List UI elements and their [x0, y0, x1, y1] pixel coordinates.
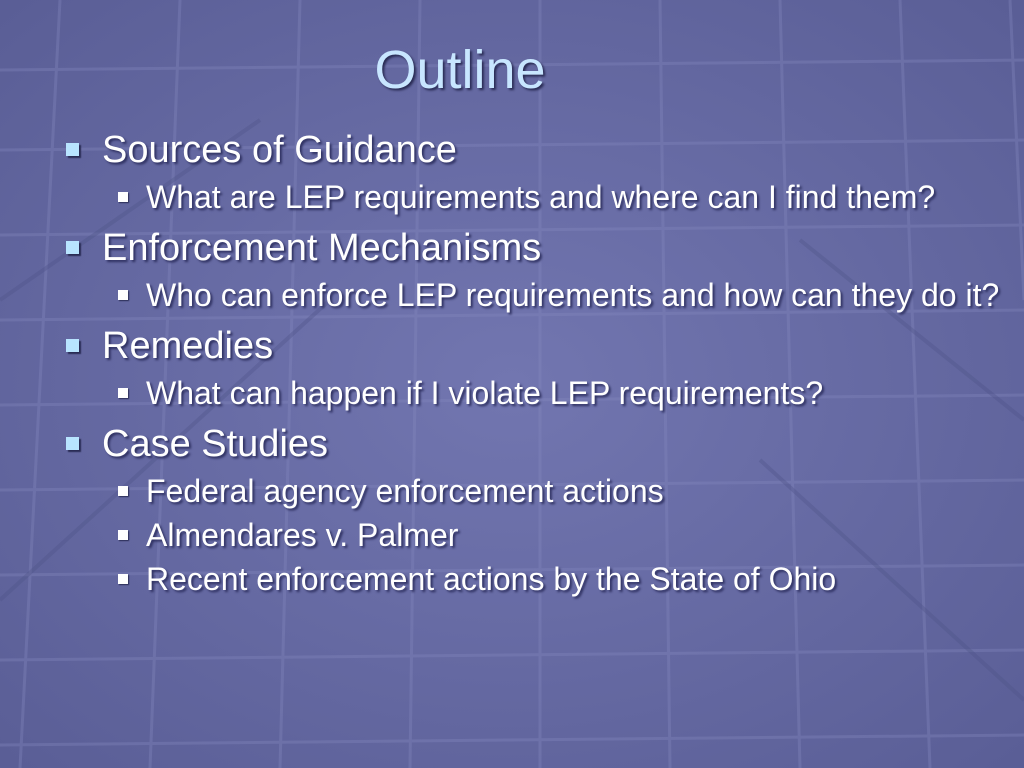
- square-bullet-icon: [66, 143, 79, 156]
- outline-subitem-label: Recent enforcement actions by the State of Ohio: [146, 561, 837, 597]
- outline-subitem: [62, 373, 1012, 413]
- outline-subitem-label: Who can enforce LEP requirements and how can they do it?: [146, 277, 1000, 313]
- outline-item-remedies: [62, 324, 1022, 368]
- slide-title: Outline: [374, 40, 546, 100]
- square-bullet-icon: [66, 339, 79, 352]
- outline-subitem-label: Federal agency enforcement actions: [146, 473, 664, 509]
- outline-item-label: Remedies: [102, 325, 274, 367]
- small-square-bullet-icon: [118, 290, 128, 300]
- outline-item-sources: [62, 128, 1022, 172]
- outline-list: [62, 128, 1022, 599]
- outline-subitem: [62, 275, 1012, 315]
- outline-subitem: [62, 515, 1012, 555]
- outline-subitem-label: What can happen if I violate LEP requirements?: [146, 375, 824, 411]
- outline-subitem-label: What are LEP requirements and where can I find them?: [146, 179, 936, 215]
- outline-subitem: [62, 471, 1012, 511]
- small-square-bullet-icon: [118, 486, 128, 496]
- small-square-bullet-icon: [118, 192, 128, 202]
- outline-subitem-label: Almendares v. Palmer: [146, 517, 459, 553]
- small-square-bullet-icon: [118, 388, 128, 398]
- small-square-bullet-icon: [118, 530, 128, 540]
- outline-item-label: Case Studies: [102, 423, 329, 465]
- outline-subitem: [62, 177, 1012, 217]
- outline-subitem: [62, 559, 1012, 599]
- small-square-bullet-icon: [118, 574, 128, 584]
- outline-item-label: Enforcement Mechanisms: [102, 227, 542, 269]
- outline-item-enforcement: [62, 226, 1022, 270]
- square-bullet-icon: [66, 437, 79, 450]
- outline-item-case-studies: [62, 422, 1022, 466]
- square-bullet-icon: [66, 241, 79, 254]
- outline-item-label: Sources of Guidance: [102, 129, 457, 171]
